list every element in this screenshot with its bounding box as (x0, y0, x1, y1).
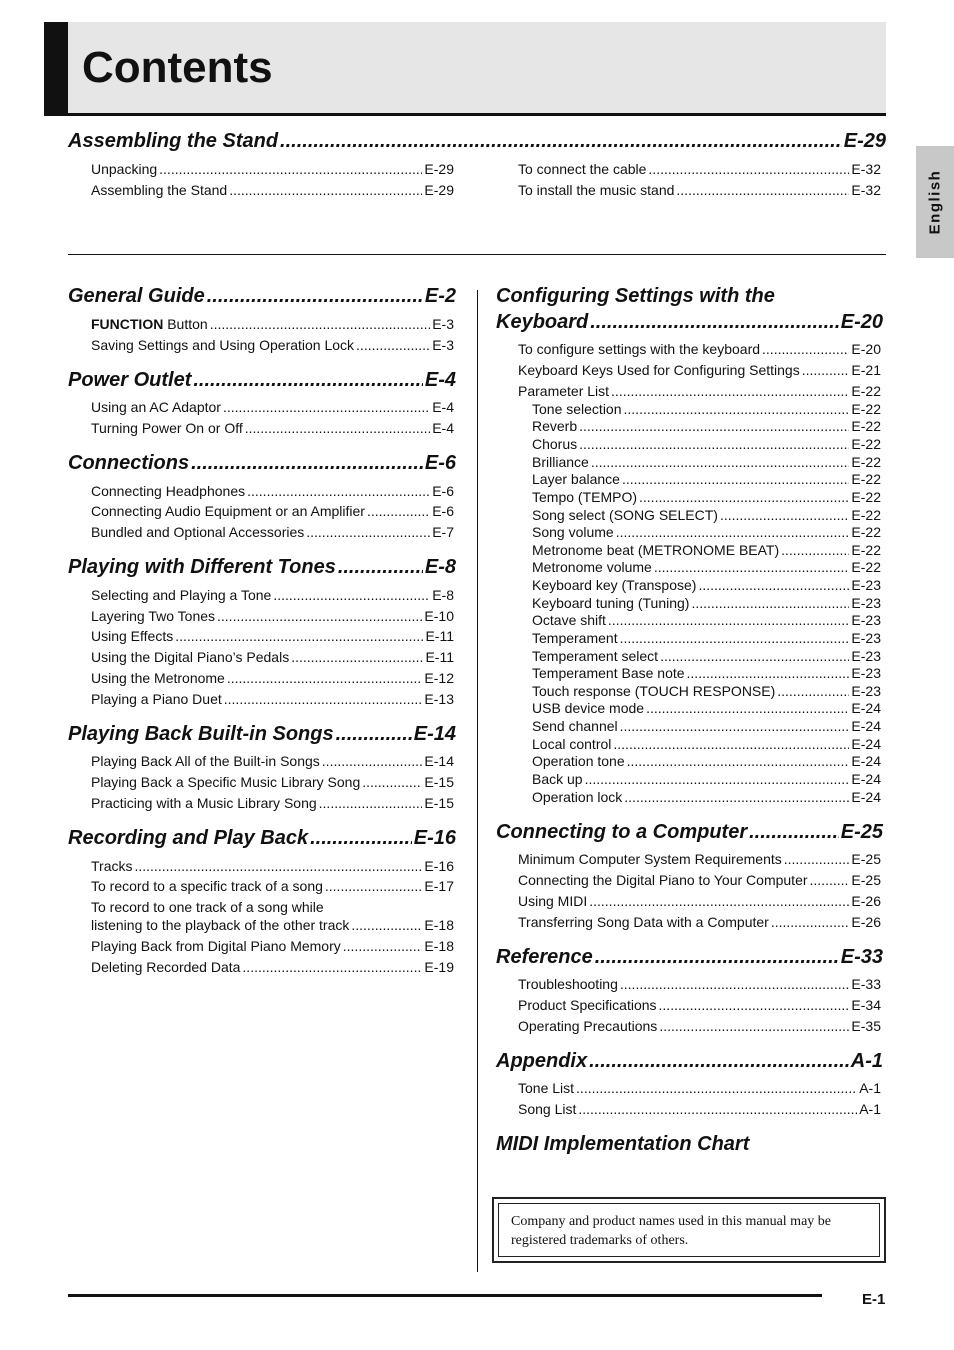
toc-heading-connections[interactable]: Connections ..... E-6 (68, 452, 456, 475)
toc-param[interactable]: Song volume ..... E-22 (532, 524, 881, 540)
toc-entry[interactable]: Layering Two Tones ..... E-10 (91, 608, 454, 624)
toc-param[interactable]: Tone selection ..... E-22 (532, 401, 881, 417)
toc-entry[interactable]: Saving Settings and Using Operation Lock ..... E-3 (91, 337, 454, 353)
toc-param[interactable]: Octave shift ..... E-23 (532, 612, 881, 628)
toc-entry[interactable]: Minimum Computer System Requirements ..... E-25 (518, 851, 881, 867)
toc-entry[interactable]: Turning Power On or Off ..... E-4 (91, 420, 454, 436)
toc-param[interactable]: Local control ..... E-24 (532, 736, 881, 752)
toc-param[interactable]: Send channel ..... E-24 (532, 718, 881, 734)
toc-heading-general-guide[interactable]: General Guide ..... E-2 (68, 285, 456, 308)
toc-entry[interactable]: Connecting Audio Equipment or an Amplifier ..... E-6 (91, 503, 454, 519)
toc-entry[interactable]: listening to the playback of the other track ..... E-18 (91, 917, 454, 933)
toc-heading-assembling[interactable]: Assembling the Stand ..... E-29 (68, 130, 886, 153)
title-accent-bar (44, 22, 68, 114)
section-divider (68, 254, 886, 255)
toc-entry[interactable]: Troubleshooting ..... E-33 (518, 976, 881, 992)
toc-param[interactable]: Metronome beat (METRONOME BEAT) ..... E-22 (532, 542, 881, 558)
toc-heading-midi-chart[interactable]: MIDI Implementation Chart (496, 1133, 750, 1155)
toc-entry-line1[interactable]: To record to one track of a song while (91, 899, 324, 915)
toc-heading-power-outlet[interactable]: Power Outlet ..... E-4 (68, 369, 456, 392)
toc-entry[interactable]: Using the Metronome ..... E-12 (91, 670, 454, 686)
toc-entry[interactable]: Playing Back from Digital Piano Memory ..... E-18 (91, 938, 454, 954)
toc-entry[interactable]: Transferring Song Data with a Computer ..... E-26 (518, 914, 881, 930)
toc-param[interactable]: USB device mode ..... E-24 (532, 700, 881, 716)
toc-entry[interactable]: Parameter List ..... E-22 (518, 383, 881, 399)
title-rule (44, 113, 886, 116)
toc-heading-config[interactable]: Keyboard ..... E-20 (496, 311, 883, 334)
toc-param[interactable]: Chorus ..... E-22 (532, 436, 881, 452)
toc-entry[interactable]: To connect the cable ..... E-32 (518, 161, 881, 177)
toc-heading-computer[interactable]: Connecting to a Computer ..... E-25 (496, 821, 883, 844)
toc-entry[interactable]: Connecting Headphones ..... E-6 (91, 483, 454, 499)
toc-entry[interactable]: Keyboard Keys Used for Configuring Settings ..... E-21 (518, 362, 881, 378)
column-divider (477, 290, 478, 1272)
toc-entry[interactable]: Connecting the Digital Piano to Your Computer ..... E-25 (518, 872, 881, 888)
toc-param[interactable]: Tempo (TEMPO) ..... E-22 (532, 489, 881, 505)
toc-entry[interactable]: FUNCTION Button ..... E-3 (91, 316, 454, 332)
toc-entry[interactable]: Deleting Recorded Data ..... E-19 (91, 959, 454, 975)
toc-entry[interactable]: Unpacking ..... E-29 (91, 161, 454, 177)
toc-entry[interactable]: Bundled and Optional Accessories ..... E-7 (91, 524, 454, 540)
toc-param[interactable]: Temperament ..... E-23 (532, 630, 881, 646)
toc-heading-builtin-songs[interactable]: Playing Back Built-in Songs ..... E-14 (68, 723, 456, 746)
toc-entry[interactable]: Tone List ..... A-1 (518, 1080, 881, 1096)
toc-entry[interactable]: Using MIDI ..... E-26 (518, 893, 881, 909)
toc-entry[interactable]: Selecting and Playing a Tone ..... E-8 (91, 587, 454, 603)
toc-heading-recording[interactable]: Recording and Play Back ..... E-16 (68, 827, 456, 850)
toc-param[interactable]: Operation tone ..... E-24 (532, 753, 881, 769)
toc-entry[interactable]: Operating Precautions ..... E-35 (518, 1018, 881, 1034)
toc-entry[interactable]: Playing Back a Specific Music Library Song ..... E-15 (91, 774, 454, 790)
toc-entry[interactable]: Song List ..... A-1 (518, 1101, 881, 1117)
toc-entry[interactable]: To record to a specific track of a song ..... E-17 (91, 878, 454, 894)
toc-entry[interactable]: Product Specifications ..... E-34 (518, 997, 881, 1013)
toc-param[interactable]: Operation lock ..... E-24 (532, 789, 881, 805)
toc-param[interactable]: Keyboard tuning (Tuning) ..... E-23 (532, 595, 881, 611)
toc-entry[interactable]: Using the Digital Piano’s Pedals ..... E-11 (91, 649, 454, 665)
toc-param[interactable]: Song select (SONG SELECT) ..... E-22 (532, 507, 881, 523)
toc-entry[interactable]: Playing a Piano Duet ..... E-13 (91, 691, 454, 707)
toc-entry[interactable]: Using Effects ..... E-11 (91, 628, 454, 644)
toc-entry[interactable]: Using an AC Adaptor ..... E-4 (91, 399, 454, 415)
toc-param[interactable]: Layer balance ..... E-22 (532, 471, 881, 487)
toc-heading-reference[interactable]: Reference ..... E-33 (496, 946, 883, 969)
toc-param[interactable]: Back up ..... E-24 (532, 771, 881, 787)
toc-heading-config-line1[interactable]: Configuring Settings with the (496, 285, 775, 307)
toc-heading-appendix[interactable]: Appendix ..... A-1 (496, 1050, 883, 1073)
toc-entry[interactable]: To configure settings with the keyboard ..... E-20 (518, 341, 881, 357)
toc-param[interactable]: Temperament select ..... E-23 (532, 648, 881, 664)
toc-entry[interactable]: Tracks ..... E-16 (91, 858, 454, 874)
footer-rule (68, 1294, 822, 1297)
toc-entry[interactable]: Assembling the Stand ..... E-29 (91, 182, 454, 198)
page-title: Contents (82, 43, 273, 92)
page-number: E-1 (862, 1291, 886, 1308)
trademark-notice (492, 1197, 886, 1263)
toc-param[interactable]: Keyboard key (Transpose) ..... E-23 (532, 577, 881, 593)
toc-entry[interactable]: Practicing with a Music Library Song ..... E-15 (91, 795, 454, 811)
toc-param[interactable]: Metronome volume ..... E-22 (532, 559, 881, 575)
toc-param[interactable]: Reverb ..... E-22 (532, 418, 881, 434)
language-tab-label: English (926, 169, 944, 235)
toc-entry[interactable]: To install the music stand ..... E-32 (518, 182, 881, 198)
toc-param[interactable]: Touch response (TOUCH RESPONSE) ..... E-23 (532, 683, 881, 699)
toc-param[interactable]: Brilliance ..... E-22 (532, 454, 881, 470)
language-tab (916, 146, 954, 258)
trademark-notice-text: Company and product names used in this manual may be registered trademarks of others. (498, 1203, 880, 1257)
toc-entry[interactable]: Playing Back All of the Built-in Songs ..... E-14 (91, 753, 454, 769)
toc-param[interactable]: Temperament Base note ..... E-23 (532, 665, 881, 681)
toc-heading-tones[interactable]: Playing with Different Tones ..... E-8 (68, 556, 456, 579)
